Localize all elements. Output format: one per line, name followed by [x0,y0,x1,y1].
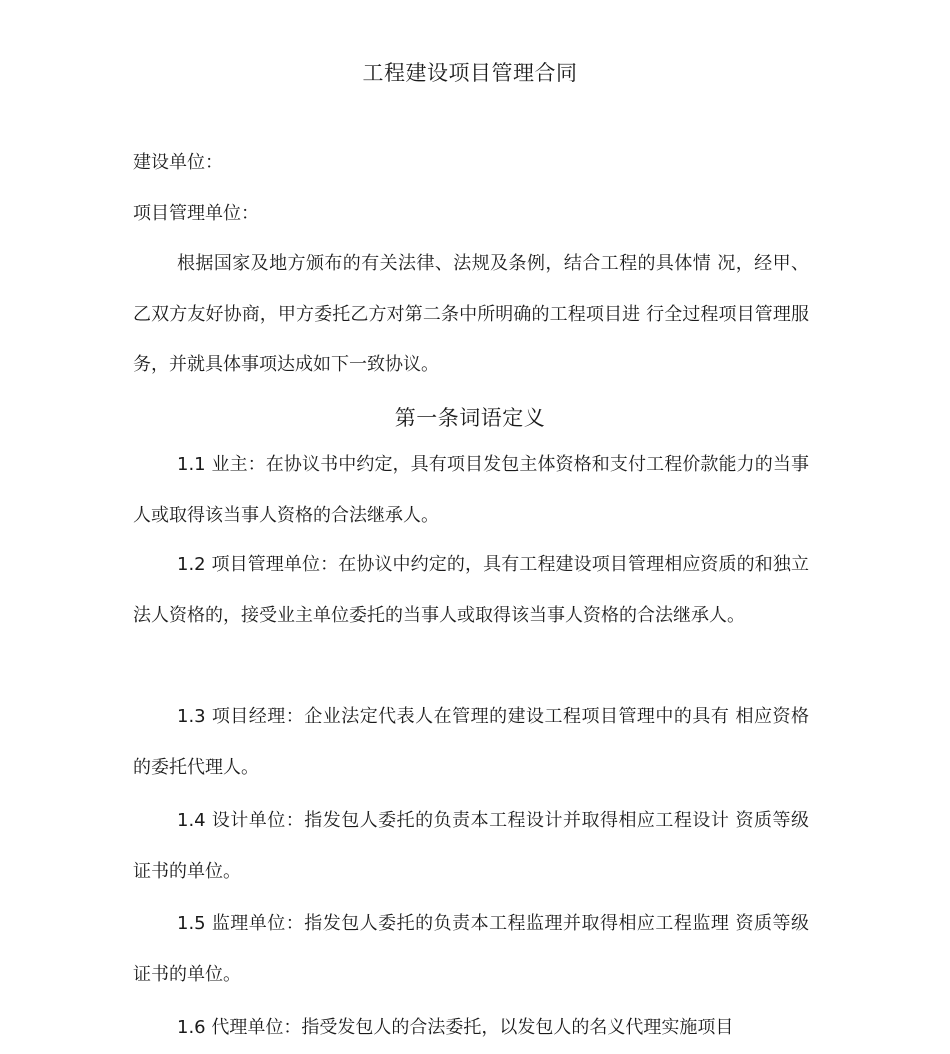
preamble-paragraph: 根据国家及地方颁布的有关法律、法规及条例，结合工程的具体情 况，经甲、乙双方友好协商，甲方委托乙方对第二条中所明确的工程项目进 行全过程项目管理服务，并就具体事项达成如下一致协议。 [133,253,809,375]
clause-1-1: 1.1 业主：在协议书中约定，具有项目发包主体资格和支付工程价款能力的当事人或取得该当事人资格的合法继承人。 [133,454,809,526]
clause-1-3: 1.3 项目经理：企业法定代表人在管理的建设工程项目管理中的具有 相应资格的委托代理人。 [133,706,809,778]
clause-1-4: 1.4 设计单位：指发包人委托的负责本工程设计并取得相应工程设计 资质等级证书的单位。 [133,810,809,882]
manager-label: 项目管理单位： [133,203,259,224]
owner-label: 建设单位： [133,152,223,173]
clause-1-5: 1.5 监理单位：指发包人委托的负责本工程监理并取得相应工程监理 资质等级证书的单位。 [133,913,809,985]
document-title: 工程建设项目管理合同 [362,61,578,85]
clause-1-2: 1.2 项目管理单位：在协议中约定的，具有工程建设项目管理相应资质的和独立法人资格的，接受业主单位委托的当事人或取得该当事人资格的合法继承人。 [133,554,809,626]
article-1-title: 第一条词语定义 [394,406,546,430]
clause-1-6: 1.6 代理单位：指受发包人的合法委托，以发包人的名义代理实施项目 [177,1017,734,1038]
